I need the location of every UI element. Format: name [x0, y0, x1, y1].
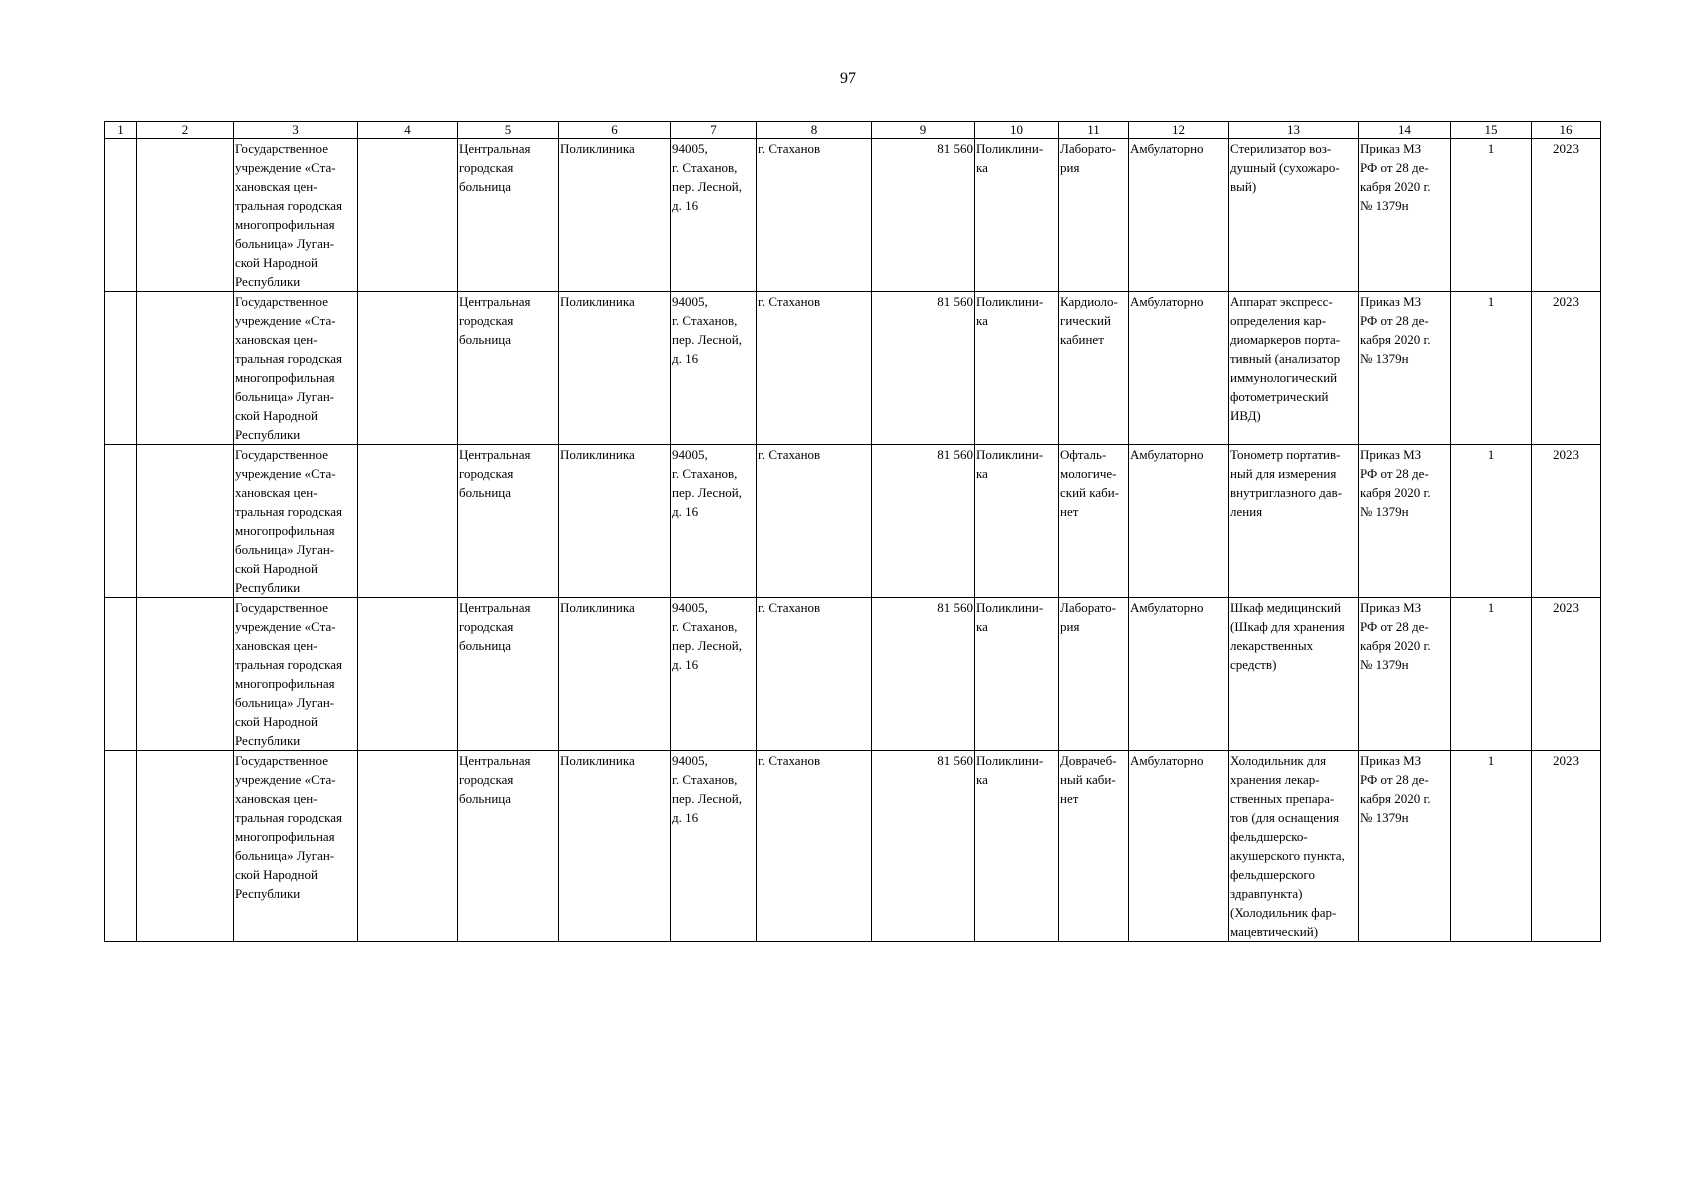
cell-hospital-type: Центральная городская больница [458, 445, 559, 598]
cell-quantity: 1 [1451, 292, 1532, 445]
column-header: 5 [458, 122, 559, 139]
column-header: 16 [1532, 122, 1601, 139]
cell-city: г. Стаханов [757, 445, 872, 598]
cell-order: Приказ МЗ РФ от 28 де- кабря 2020 г. № 1379н [1359, 751, 1451, 942]
cell-number [105, 292, 137, 445]
cell-col4 [358, 445, 458, 598]
cell-hospital-type: Центральная городская больница [458, 598, 559, 751]
cell-code [137, 751, 234, 942]
column-header: 11 [1059, 122, 1129, 139]
cell-institution: Государственное учреждение «Ста- хановская цен- тральная городская многопрофильная больница» Луган- ской Народной Республики [234, 445, 358, 598]
cell-population: 81 560 [872, 445, 975, 598]
cell-year: 2023 [1532, 445, 1601, 598]
cell-address: 94005, г. Стаханов, пер. Лесной, д. 16 [671, 445, 757, 598]
page-number: 97 [840, 70, 856, 87]
cell-division: Поликлиника [559, 445, 671, 598]
cell-number [105, 139, 137, 292]
cell-year: 2023 [1532, 598, 1601, 751]
cell-number [105, 751, 137, 942]
cell-equipment: Шкаф медицинский (Шкаф для хранения лекарственных средств) [1229, 598, 1359, 751]
cell-population: 81 560 [872, 292, 975, 445]
cell-department: Доврачеб- ный каби- нет [1059, 751, 1129, 942]
cell-care-type: Амбулаторно [1129, 751, 1229, 942]
cell-year: 2023 [1532, 292, 1601, 445]
cell-care-type: Амбулаторно [1129, 598, 1229, 751]
cell-hospital-type: Центральная городская больница [458, 139, 559, 292]
cell-quantity: 1 [1451, 751, 1532, 942]
cell-unit: Поликлини- ка [975, 598, 1059, 751]
cell-order: Приказ МЗ РФ от 28 де- кабря 2020 г. № 1379н [1359, 292, 1451, 445]
cell-order: Приказ МЗ РФ от 28 де- кабря 2020 г. № 1379н [1359, 598, 1451, 751]
cell-unit: Поликлини- ка [975, 751, 1059, 942]
cell-address: 94005, г. Стаханов, пер. Лесной, д. 16 [671, 139, 757, 292]
cell-number [105, 598, 137, 751]
cell-year: 2023 [1532, 751, 1601, 942]
column-header: 9 [872, 122, 975, 139]
equipment-table [104, 121, 1601, 942]
cell-quantity: 1 [1451, 445, 1532, 598]
cell-city: г. Стаханов [757, 139, 872, 292]
cell-col4 [358, 139, 458, 292]
table-row [105, 751, 1601, 942]
column-header: 4 [358, 122, 458, 139]
column-header: 2 [137, 122, 234, 139]
column-header: 1 [105, 122, 137, 139]
column-header: 6 [559, 122, 671, 139]
cell-number [105, 445, 137, 598]
cell-institution: Государственное учреждение «Ста- хановская цен- тральная городская многопрофильная больница» Луган- ской Народной Республики [234, 139, 358, 292]
cell-equipment: Холодильник для хранения лекар- ственных препара- тов (для оснащения фельдшерско- акушерского пункта, фельдшерского здравпункта) (Холодильник фар- мацевтический) [1229, 751, 1359, 942]
column-header: 7 [671, 122, 757, 139]
cell-order: Приказ МЗ РФ от 28 де- кабря 2020 г. № 1379н [1359, 139, 1451, 292]
cell-population: 81 560 [872, 139, 975, 292]
header-row [105, 122, 1601, 139]
column-header: 8 [757, 122, 872, 139]
cell-city: г. Стаханов [757, 598, 872, 751]
cell-order: Приказ МЗ РФ от 28 де- кабря 2020 г. № 1379н [1359, 445, 1451, 598]
cell-equipment: Стерилизатор воз- душный (сухожаро- вый) [1229, 139, 1359, 292]
cell-equipment: Тонометр портатив- ный для измерения внутриглазного дав- ления [1229, 445, 1359, 598]
cell-code [137, 445, 234, 598]
cell-hospital-type: Центральная городская больница [458, 292, 559, 445]
cell-code [137, 139, 234, 292]
cell-city: г. Стаханов [757, 751, 872, 942]
cell-division: Поликлиника [559, 292, 671, 445]
cell-department: Офталь- мологиче- ский каби- нет [1059, 445, 1129, 598]
table-row [105, 598, 1601, 751]
cell-institution: Государственное учреждение «Ста- хановская цен- тральная городская многопрофильная больница» Луган- ской Народной Республики [234, 292, 358, 445]
cell-unit: Поликлини- ка [975, 292, 1059, 445]
cell-quantity: 1 [1451, 139, 1532, 292]
cell-department: Лаборато- рия [1059, 598, 1129, 751]
column-header: 10 [975, 122, 1059, 139]
cell-address: 94005, г. Стаханов, пер. Лесной, д. 16 [671, 751, 757, 942]
table-row [105, 292, 1601, 445]
cell-department: Лаборато- рия [1059, 139, 1129, 292]
cell-care-type: Амбулаторно [1129, 139, 1229, 292]
cell-care-type: Амбулаторно [1129, 292, 1229, 445]
cell-address: 94005, г. Стаханов, пер. Лесной, д. 16 [671, 598, 757, 751]
cell-code [137, 292, 234, 445]
cell-unit: Поликлини- ка [975, 139, 1059, 292]
cell-division: Поликлиника [559, 139, 671, 292]
cell-col4 [358, 751, 458, 942]
cell-care-type: Амбулаторно [1129, 445, 1229, 598]
cell-code [137, 598, 234, 751]
column-header: 14 [1359, 122, 1451, 139]
column-header: 3 [234, 122, 358, 139]
cell-col4 [358, 598, 458, 751]
table-row [105, 445, 1601, 598]
cell-institution: Государственное учреждение «Ста- хановская цен- тральная городская многопрофильная больница» Луган- ской Народной Республики [234, 751, 358, 942]
cell-equipment: Аппарат экспресс- определения кар- диомаркеров порта- тивный (анализатор иммунологический фотометрический ИВД) [1229, 292, 1359, 445]
column-header: 12 [1129, 122, 1229, 139]
cell-address: 94005, г. Стаханов, пер. Лесной, д. 16 [671, 292, 757, 445]
cell-col4 [358, 292, 458, 445]
cell-year: 2023 [1532, 139, 1601, 292]
cell-division: Поликлиника [559, 751, 671, 942]
cell-hospital-type: Центральная городская больница [458, 751, 559, 942]
column-header: 15 [1451, 122, 1532, 139]
cell-department: Кардиоло- гический кабинет [1059, 292, 1129, 445]
cell-population: 81 560 [872, 751, 975, 942]
table-row [105, 139, 1601, 292]
cell-division: Поликлиника [559, 598, 671, 751]
cell-city: г. Стаханов [757, 292, 872, 445]
cell-population: 81 560 [872, 598, 975, 751]
cell-institution: Государственное учреждение «Ста- хановская цен- тральная городская многопрофильная больница» Луган- ской Народной Республики [234, 598, 358, 751]
cell-quantity: 1 [1451, 598, 1532, 751]
column-header: 13 [1229, 122, 1359, 139]
cell-unit: Поликлини- ка [975, 445, 1059, 598]
